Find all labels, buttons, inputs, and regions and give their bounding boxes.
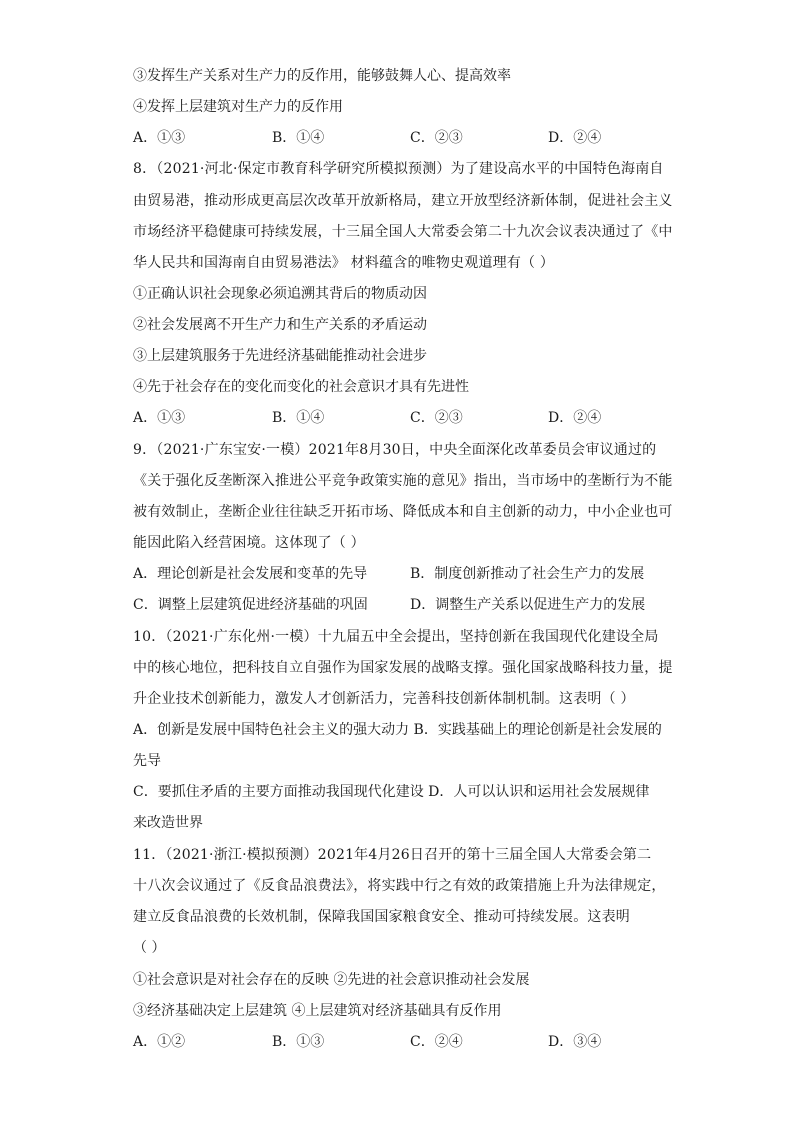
question-11-text: 建立反食品浪费的长效机制，保障我国国家粮食安全、推动可持续发展。这表明: [133, 909, 630, 925]
option-a[interactable]: A．①②: [133, 1034, 186, 1050]
question-8-text: 8．（2021·河北·保定市教育科学研究所模拟预测）为了建设高水平的中国特色海南自: [133, 161, 664, 177]
question-8-text: 由贸易港，推动形成更高层次改革开放新格局，建立开放型经济新体制，促进社会主义: [133, 193, 673, 209]
question-9-text: 9．（2021·广东宝安·一模）2021年8月30日，中央全面深化改革委员会审议通过的: [133, 442, 657, 458]
statement-3: ③上层建筑服务于先进经济基础能推动社会进步: [133, 348, 427, 364]
question-9-text: 能因此陷入经营困境。这体现了（ ）: [133, 535, 365, 551]
option-b[interactable]: B．①③: [272, 1034, 325, 1050]
statement-4: ④先于社会存在的变化而变化的社会意识才具有先进性: [133, 379, 469, 395]
question-11-text: 11．（2021·浙江·模拟预测）2021年4月26日召开的第十三届全国人大常委会第二: [133, 847, 652, 863]
question-9-text: 《关于强化反垄断深入推进公平竞争政策实施的意见》指出，当市场中的垄断行为不能: [133, 473, 673, 489]
statement-3: ③发挥生产关系对生产力的反作用，能够鼓舞人心、提高效率: [133, 68, 511, 84]
statements-1-2: ①社会意识是对社会存在的反映 ②先进的社会意识推动社会发展: [133, 972, 530, 988]
option-b[interactable]: B．①④: [272, 130, 325, 146]
option-b-continued: 先导: [133, 753, 161, 769]
answer-blank: （ ）: [133, 940, 166, 956]
option-d[interactable]: D．②④: [548, 410, 602, 426]
question-10-text: 10．（2021·广东化州·一模）十九届五中全会提出，坚持创新在我国现代化建设全局: [133, 629, 659, 645]
statement-2: ②社会发展离不开生产力和生产关系的矛盾运动: [133, 317, 427, 333]
option-c-d[interactable]: C．要抓住矛盾的主要方面推动我国现代化建设 D．人可以认识和运用社会发展规律: [133, 784, 650, 800]
option-c[interactable]: C．调整上层建筑促进经济基础的巩固: [133, 597, 368, 613]
question-8-text: 市场经济平稳健康可持续发展，十三届全国人大常委会第二十九次会议表决通过了《中: [133, 224, 673, 240]
question-10-text: 中的核心地位，把科技自立自强作为国家发展的战略支撑。强化国家战略科技力量，提: [133, 660, 673, 676]
statement-4: ④发挥上层建筑对生产力的反作用: [133, 99, 343, 115]
option-d-continued: 来改造世界: [133, 815, 203, 831]
statement-1: ①正确认识社会现象必须追溯其背后的物质动因: [133, 286, 427, 302]
option-a[interactable]: A．①③: [133, 410, 186, 426]
option-d[interactable]: D．②④: [548, 130, 602, 146]
option-b[interactable]: B．①④: [272, 410, 325, 426]
option-d[interactable]: D．调整生产关系以促进生产力的发展: [410, 597, 646, 613]
option-c[interactable]: C．②③: [410, 130, 463, 146]
question-9-text: 被有效制止，垄断企业往往缺乏开拓市场、降低成本和自主创新的动力，中小企业也可: [133, 504, 673, 520]
option-a-b[interactable]: A．创新是发展中国特色社会主义的强大动力 B．实践基础上的理论创新是社会发展的: [133, 722, 662, 738]
question-8-text: 华人民共和国海南自由贸易港法》 材料蕴含的唯物史观道理有（ ）: [133, 255, 555, 271]
option-d[interactable]: D．③④: [548, 1034, 602, 1050]
option-a[interactable]: A．理论创新是社会发展和变革的先导: [133, 566, 368, 582]
option-c[interactable]: C．②④: [410, 1034, 463, 1050]
question-11-text: 十八次会议通过了《反食品浪费法》，将实践中行之有效的政策措施上升为法律规定，: [133, 878, 666, 894]
option-c[interactable]: C．②③: [410, 410, 463, 426]
statements-3-4: ③经济基础决定上层建筑 ④上层建筑对经济基础具有反作用: [133, 1003, 502, 1019]
option-a[interactable]: A．①③: [133, 130, 186, 146]
option-b[interactable]: B．制度创新推动了社会生产力的发展: [410, 566, 645, 582]
question-10-text: 升企业技术创新能力，激发人才创新活力，完善科技创新体制机制。这表明（ ）: [133, 691, 635, 707]
